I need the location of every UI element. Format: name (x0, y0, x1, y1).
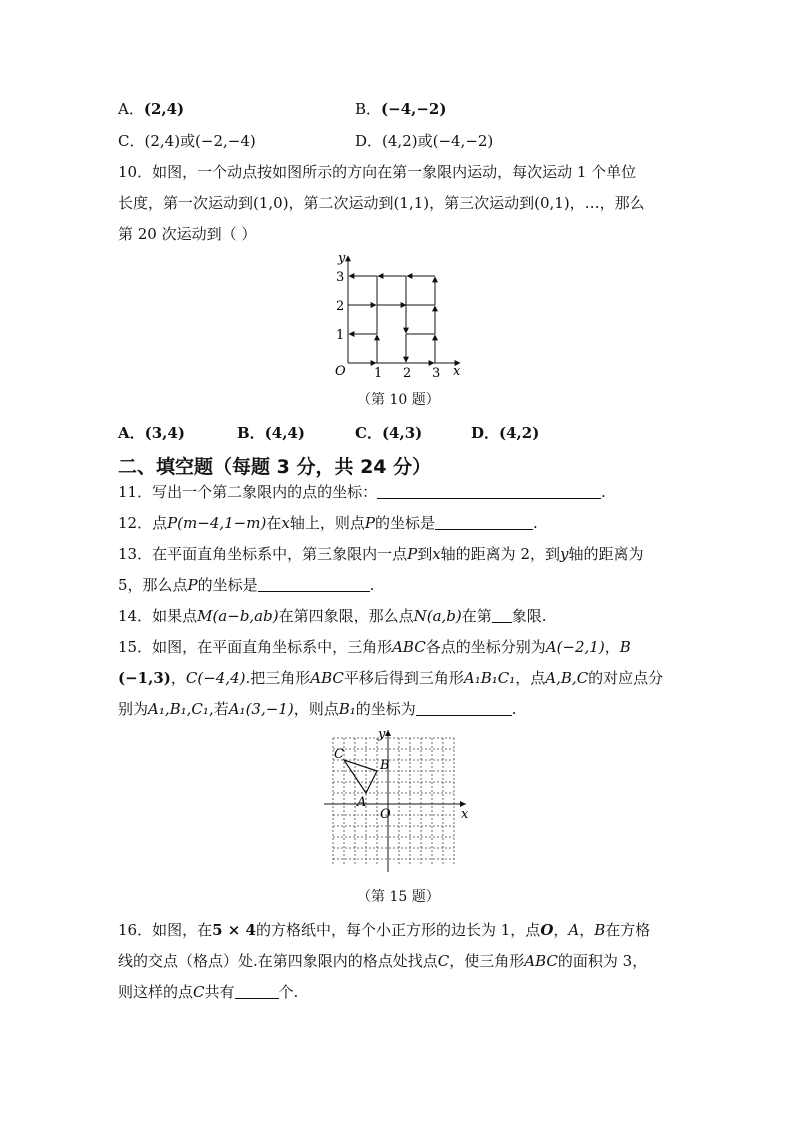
q12-text: 12．点 (118, 514, 168, 532)
option-label: D． (355, 132, 383, 150)
q14-text: 14．如果点 (118, 607, 198, 625)
y-tick-1: 1 (336, 328, 345, 343)
x-tick-1: 1 (374, 366, 383, 380)
q11-line: 11．写出一个第二象限内的点的坐标： . (118, 483, 606, 501)
q16-text: ，使三角形 (449, 952, 525, 970)
q16-text: 在方格 (605, 921, 651, 939)
q15-triangle: A₁B₁C₁ (463, 669, 516, 687)
y-axis-label: y (338, 251, 346, 266)
q16-text: 则这样的点 (118, 983, 194, 1001)
q15-point: C(−4,4) (185, 669, 246, 687)
origin-label: O (335, 364, 346, 379)
q9-option-b (355, 98, 446, 119)
q13-axis: x (432, 545, 441, 563)
q10-option-d: D．(4,2) (471, 424, 540, 442)
q16-text: 共有 (204, 983, 235, 1001)
q12-text: 轴上，则点 (289, 514, 365, 532)
section-title: 二、填空题（每题 3 分，共 24 分） (118, 456, 432, 478)
q15-text: 平移后得到三角形 (343, 669, 464, 687)
option-label: B． (355, 100, 382, 118)
q14-text: 在第四象限，那么点 (278, 607, 414, 625)
x-axis-label: x (461, 807, 469, 822)
q15-text: 别为 (118, 700, 149, 718)
q15-text: ，则点 (293, 700, 339, 718)
x-tick-2: 2 (403, 366, 412, 380)
label-b: B (380, 758, 390, 773)
q16-text: 个. (278, 983, 299, 1001)
q10-option-b: B．(4,4) (237, 424, 305, 442)
q15-line-1 (118, 636, 631, 657)
q16-text: 的方格纸中，每个小正方形的边长为 1，点 (255, 921, 541, 939)
label-a: A (357, 795, 367, 810)
q11-text: 11．写出一个第二象限内的点的坐标： (118, 483, 378, 501)
q13-line-1 (118, 543, 643, 564)
q13-point: P (407, 545, 418, 563)
q16-text: ， (579, 921, 595, 939)
q9-option-a (118, 98, 184, 119)
q15-points: A,B,C (545, 669, 589, 687)
q16-grid-size: 5 × 4 (212, 921, 256, 939)
q14-line (118, 605, 547, 626)
q16-point: A (568, 921, 580, 939)
q10-option-a: A．(3,4) (118, 424, 185, 442)
q16-answer-blank[interactable] (235, 984, 279, 999)
q10-line-2: 长度，第一次运动到(1,0)，第二次运动到(1,1)，第三次运动到(0,1)，…，那么 (118, 194, 645, 212)
q13-text: 轴的距离为 (568, 545, 644, 563)
q16-line-3 (118, 981, 298, 1002)
q12-text: 在 (266, 514, 282, 532)
q15-point: A(−2,1) (545, 638, 605, 656)
q10-figure (322, 250, 470, 380)
q10-option-c: C．(4,3) (355, 424, 423, 442)
q13-line-2: 5，那么点P的坐标是 . (118, 576, 375, 594)
label-c: C (334, 747, 344, 762)
q14-point-m: M(a−b,ab) (197, 607, 279, 625)
q10-line-3: 第 20 次运动到（ ） (118, 225, 257, 243)
q11-answer-blank[interactable] (377, 484, 601, 499)
q16-text: ， (553, 921, 569, 939)
y-tick-3: 3 (336, 270, 345, 285)
q12-point: P (364, 514, 375, 532)
q14-text: 在第 (461, 607, 492, 625)
q10-caption: （第 10 题） (357, 392, 440, 408)
q15-triangle: ABC (310, 669, 344, 687)
q13-axis: y (559, 545, 569, 563)
q15-figure (322, 726, 472, 876)
q13-text: 到 (417, 545, 433, 563)
q12-text: 的坐标是 (374, 514, 435, 532)
q15-point: A₁(3,−1) (228, 700, 294, 718)
q10-line-1: 10．如图，一个动点按如图所示的方向在第一象限内运动，每次运动 1 个单位 (118, 163, 637, 181)
q12-axis: x (281, 514, 290, 532)
x-axis-label: x (453, 364, 461, 379)
q16-line-1 (118, 919, 650, 940)
q15-text: 15．如图，在平面直角坐标系中，三角形 (118, 638, 393, 656)
q14-text: 象限. (511, 607, 547, 625)
q15-line-3: 别为A₁,B₁,C₁,若A₁(3,−1)，则点B₁的坐标为 . (118, 700, 517, 718)
q16-text: 的面积为 3， (557, 952, 648, 970)
q15-caption: （第 15 题） (357, 889, 440, 905)
q16-point: C (437, 952, 450, 970)
q16-text: 线的交点（格点）处.在第四象限内的格点处找点 (118, 952, 438, 970)
origin-label: O (380, 807, 391, 822)
q15-answer-blank[interactable] (416, 701, 512, 716)
q15-point: (−1,3) (118, 669, 171, 687)
q15-text: 的对应点分 (588, 669, 664, 687)
q16-point: B (594, 921, 606, 939)
option-label: C． (118, 132, 145, 150)
x-tick-3: 3 (432, 366, 441, 380)
y-tick-2: 2 (336, 299, 345, 314)
q13-point: P (187, 576, 198, 594)
option-value: (−4,−2) (381, 100, 447, 118)
q13-text: 轴的距离为 2，到 (440, 545, 560, 563)
q12-answer-blank[interactable] (435, 515, 533, 530)
q13-text: 5，那么点 (118, 576, 188, 594)
q15-text: ,若 (208, 700, 229, 718)
q15-point: B (619, 638, 631, 656)
triangle-abc (344, 760, 377, 793)
q16-triangle: ABC (524, 952, 558, 970)
q16-text: 16．如图，在 (118, 921, 213, 939)
q15-text: ， (604, 638, 620, 656)
q12-expr: P(m−4,1−m) (167, 514, 267, 532)
q9-option-d (355, 130, 493, 151)
q15-points: A₁,B₁,C₁ (148, 700, 209, 718)
y-axis-label: y (378, 727, 386, 742)
q16-point: O (540, 921, 554, 939)
q15-text: 各点的坐标分别为 (425, 638, 546, 656)
option-value: (2,4)或(−2,−4) (144, 132, 256, 150)
option-value: (4,2)或(−4,−2) (382, 132, 494, 150)
q15-text: .把三角形 (245, 669, 311, 687)
q14-point-n: N(a,b) (413, 607, 462, 625)
q16-point: C (193, 983, 205, 1001)
q15-point: B₁ (338, 700, 356, 718)
q15-text: ，点 (515, 669, 546, 687)
q13-answer-blank[interactable] (258, 577, 370, 592)
option-value: (2,4) (143, 100, 185, 118)
q12-line: 12．点P(m−4,1−m)在x轴上，则点P的坐标是 . (118, 514, 538, 532)
option-label: A． (118, 100, 144, 118)
q15-text: ， (170, 669, 186, 687)
q13-text: 13．在平面直角坐标系中，第三象限内一点 (118, 545, 408, 563)
q9-option-c (118, 130, 256, 151)
q16-line-2 (118, 950, 647, 971)
q15-triangle: ABC (392, 638, 426, 656)
q13-text: 的坐标是 (197, 576, 258, 594)
q15-line-2 (118, 667, 663, 688)
q15-text: 的坐标为 (355, 700, 416, 718)
q14-answer-blank[interactable] (492, 608, 512, 623)
